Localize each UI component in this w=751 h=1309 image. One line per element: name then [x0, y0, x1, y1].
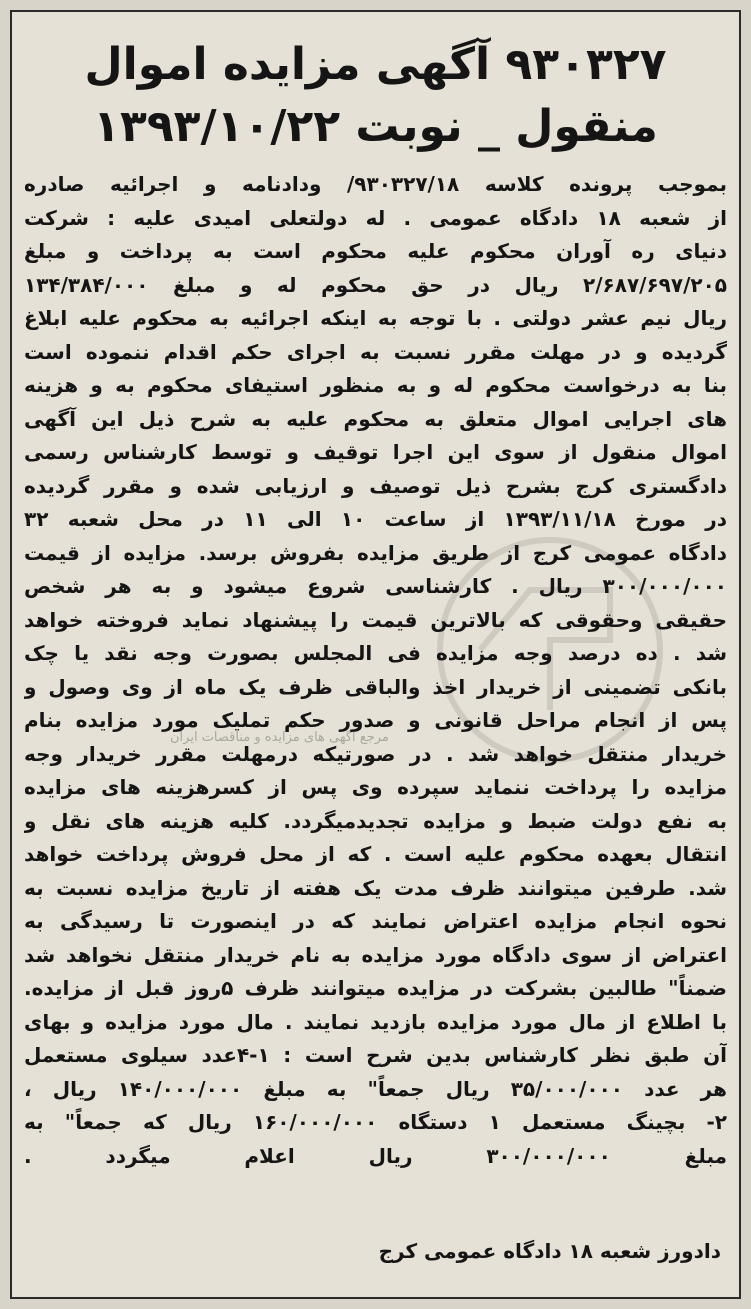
body-line: گردیده و در مهلت مقرر نسبت به اجرای حکم اقدام ننموده است: [24, 339, 727, 364]
body-line: خریدار منتقل خواهد شد . در صورتیکه درمهلت مقرر خریدار وجه: [24, 741, 727, 766]
body-line: نحوه انجام مزایده اعتراض نمایند که در اینصورت تا رسیدگی به: [24, 909, 727, 933]
notice-title: [52, 34, 699, 158]
body-line: پس از انجام مراحل قانونی و صدور حکم تملیک مورد مزایده بنام: [24, 708, 727, 732]
title-line-1: ۹۳۰۳۲۷ آگهی مزایده اموال: [84, 39, 667, 90]
body-line: اموال منقول از سوی این اجرا توقیف و توسط کارشناس رسمی: [24, 440, 727, 464]
body-line: مبلغ ۳۰۰/۰۰۰/۰۰۰ ریال اعلام میگردد .: [24, 1143, 727, 1168]
title-line-2: منقول _ نوبت ۱۳۹۳/۱۰/۲۲: [93, 101, 658, 152]
body-line: ریال نیم عشر دولتی . با توجه به اینکه اجرائیه به محکوم علیه ابلاغ: [24, 306, 727, 330]
body-line: دنیای ره آوران محکوم علیه محکوم است به پرداخت و مبلغ: [24, 239, 727, 263]
body-line: از شعبه ۱۸ دادگاه عمومی . له دولتعلی امیدی علیه : شرکت: [24, 205, 727, 230]
body-line: ضمناً" طالبین بشرکت در مزایده میتوانند ظرف ۵روز قبل از مزایده.: [24, 976, 727, 1000]
body-line: بموجب پرونده کلاسه ۹۳۰۳۲۷/۱۸/ ودادنامه و اجرائیه صادره: [24, 172, 727, 196]
watermark-subtitle: مرجع آگهی های مزایده و مناقصات ایران: [170, 730, 389, 745]
signature: دادورز شعبه ۱۸ دادگاه عمومی کرج: [378, 1239, 721, 1263]
body-line: با اطلاع از مال مورد مزایده بازدید نمایند . مال مورد مزایده و بهای: [24, 1009, 727, 1034]
body-line: بانکی تضمینی از خریدار اخذ والباقی ظرف یک ماه از وی وصول و: [24, 674, 727, 699]
body-line: های اجرایی اموال متعلق به محکوم علیه به شرح ذیل این آگهی: [24, 406, 727, 431]
body-line: مزایده را پرداخت ننماید سپرده وی پس از کسرهزینه های مزایده: [24, 775, 727, 799]
body-line: دادگاه عمومی کرج از طریق مزایده بفروش برسد. مزایده از قیمت: [24, 540, 727, 565]
body-line: اعتراض از سوی دادگاه مورد مزایده به نام خریدار منتقل نخواهد شد: [24, 942, 727, 967]
body-line: انتقال بعهده محکوم علیه است . که از محل فروش پرداخت خواهد: [24, 842, 727, 866]
body-line: شد. طرفین میتوانند ظرف مدت یک هفته از تاریخ مزایده نسبت به: [24, 875, 727, 900]
body-line: هر عدد ۳۵/۰۰۰/۰۰۰ ریال جمعاً" به مبلغ ۱۴۰/۰۰۰/۰۰۰ ریال ،: [24, 1076, 727, 1101]
body-line: در مورخ ۱۳۹۳/۱۱/۱۸ از ساعت ۱۰ الی ۱۱ در محل شعبه ۳۲: [24, 507, 727, 531]
body-line: بنا به درخواست محکوم له و به منظور استیفای محکوم به و هزینه: [24, 373, 727, 397]
notice-body: [24, 168, 727, 1173]
body-line: دادگستری کرج بشرح ذیل توصیف و ارزیابی شده و مقرر گردیده: [24, 473, 727, 498]
body-line: ۲- بچینگ مستعمل ۱ دستگاه ۱۶۰/۰۰۰/۰۰۰ ریال که جمعاً" به: [24, 1110, 727, 1134]
body-line: ۳۰۰/۰۰۰/۰۰۰ ریال . کارشناسی شروع میشود و به هر شخص: [24, 574, 727, 598]
body-line: آن طبق نظر کارشناس بدین شرح است : ۱-۴عدد سیلوی مستعمل: [24, 1043, 727, 1067]
body-line: حقیقی وحقوقی که بالاترین قیمت را پیشنهاد نماید فروخته خواهد: [24, 607, 727, 632]
body-line: ۲/۶۸۷/۶۹۷/۲۰۵ ریال در حق محکوم له و مبلغ ۱۳۴/۳۸۴/۰۰۰: [24, 272, 727, 297]
body-line: شد . ده درصد وجه مزایده فی المجلس بصورت وجه نقد یا چک: [24, 641, 727, 665]
body-line: به نفع دولت ضبط و مزایده تجدیدمیگردد. کلیه هزینه های نقل و: [24, 808, 727, 833]
